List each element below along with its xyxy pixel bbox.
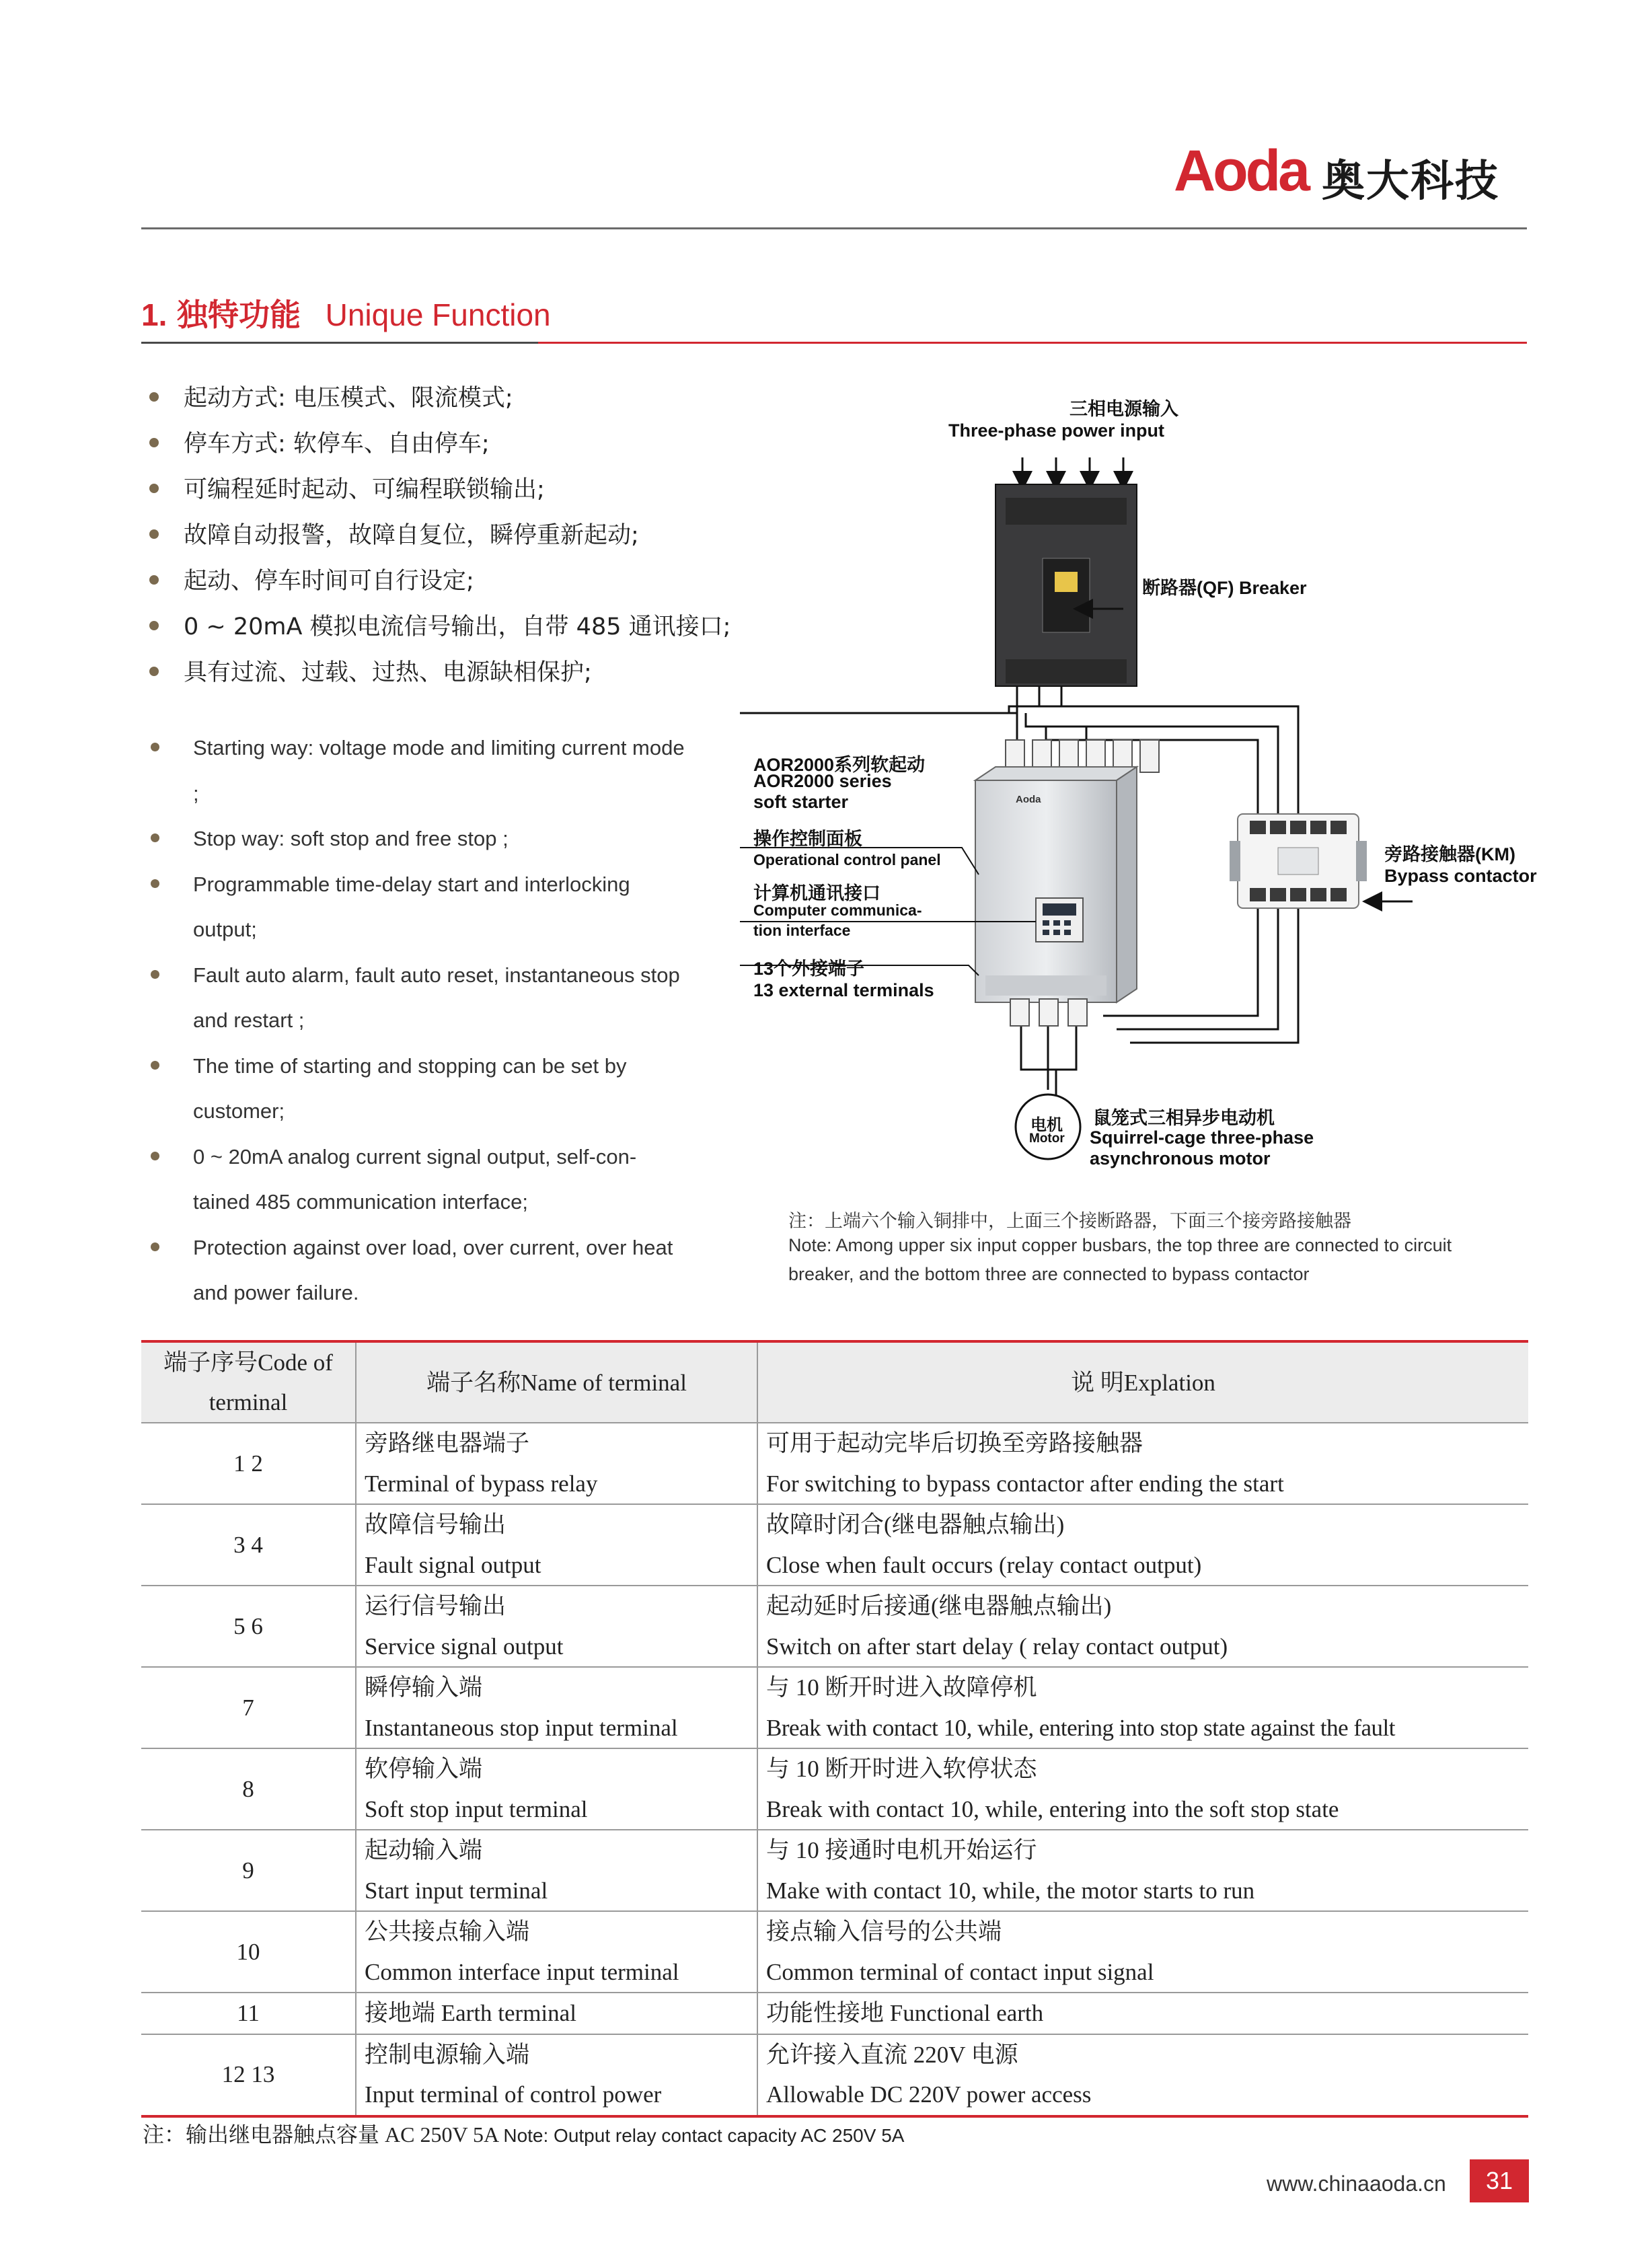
table-row (141, 1911, 1528, 1993)
bullet-icon (149, 438, 159, 447)
terminal-desc: 故障时闭合(继电器触点输出) Close when fault occurs (relay contact output) (757, 1504, 1528, 1586)
breaker-label: 断路器(QF) Breaker (1142, 578, 1307, 598)
bullet-icon (151, 970, 159, 979)
terminal-desc: 与 10 接通时电机开始运行 Make with contact 10, while, the motor starts to run (757, 1830, 1528, 1911)
table-header-desc: 说 明Explation (757, 1341, 1528, 1423)
list-item: 停车方式: 软停车、自由停车; (184, 431, 490, 457)
terminals-label-cn: 13个外接端子 (753, 959, 865, 979)
table-row (141, 1830, 1528, 1911)
terminal-desc: 可用于起动完毕后切换至旁路接触器 For switching to bypass contactor after ending the start (757, 1423, 1528, 1504)
starter-label-line3: soft starter (753, 792, 849, 812)
comm-label-cn: 计算机通讯接口 (753, 883, 880, 903)
motor-desc-cn: 鼠笼式三相异步电动机 (1093, 1108, 1275, 1128)
table-row (141, 1667, 1528, 1748)
terminal-name: 公共接点输入端 Common interface input terminal (356, 1911, 757, 1993)
list-item: Starting way: voltage mode and limiting current mode ; (155, 725, 686, 816)
terminal-name: 控制电源输入端 Input terminal of control power (356, 2034, 757, 2116)
bullet-icon (151, 1061, 159, 1070)
terminal-code: 12 13 (141, 2034, 356, 2116)
starter-label-line2: AOR2000 series (753, 771, 892, 791)
diagram-note-en2: breaker, and the bottom three are connected to bypass contactor (788, 1264, 1310, 1284)
table-row (141, 1748, 1528, 1830)
terminal-code: 9 (141, 1830, 356, 1911)
terminal-name: 故障信号输出 Fault signal output (356, 1504, 757, 1586)
diagram-note-en1: Note: Among upper six input copper busbars, the top three are connected to circuit (788, 1235, 1452, 1255)
comm-label-en2: tion interface (753, 922, 851, 939)
table-footnote (143, 2118, 904, 2149)
terminal-name: 旁路继电器端子 Terminal of bypass relay (356, 1423, 757, 1504)
bullet-icon (149, 667, 159, 676)
bullet-icon (149, 484, 159, 493)
terminal-name: 运行信号输出 Service signal output (356, 1586, 757, 1667)
terminal-desc: 允许接入直流 220V 电源 Allowable DC 220V power access (757, 2034, 1528, 2116)
website-link[interactable]: www.chinaaoda.cn (1267, 2171, 1446, 2196)
brand-logo: Aoda (1174, 139, 1308, 203)
page-number: 31 (1470, 2159, 1529, 2202)
terminal-desc: 与 10 断开时进入故障停机 Break with contact 10, while, entering into stop state against the fault (757, 1667, 1528, 1748)
panel-label-en: Operational control panel (753, 851, 941, 868)
section-title (141, 291, 551, 335)
footnote-en: Note: Output relay contact capacity AC 250V 5A (503, 2125, 905, 2146)
section-title-cn: 独特功能 (177, 297, 301, 333)
bullet-icon (149, 621, 159, 630)
terminal-desc: 与 10 断开时进入软停状态 Break with contact 10, while, entering into the soft stop state (757, 1748, 1528, 1830)
table-row (141, 1993, 1528, 2034)
terminal-desc: 功能性接地 Functional earth (757, 1993, 1528, 2034)
terminal-name: 瞬停输入端 Instantaneous stop input terminal (356, 1667, 757, 1748)
section-divider (141, 342, 538, 344)
terminal-code: 1 2 (141, 1423, 356, 1504)
list-item: The time of starting and stopping can be set by customer; (155, 1043, 686, 1134)
terminal-name: 起动输入端 Start input terminal (356, 1830, 757, 1911)
table-header-name: 端子名称Name of terminal (356, 1341, 757, 1423)
wiring-diagram (740, 390, 1547, 1305)
table-header-row (141, 1341, 1528, 1423)
list-item: 故障自动报警，故障自复位，瞬停重新起动; (184, 522, 639, 549)
table-row (141, 1423, 1528, 1504)
terminal-code: 5 6 (141, 1586, 356, 1667)
bullet-icon (151, 833, 159, 842)
comm-label-en1: Computer communica- (753, 901, 922, 919)
terminal-name: 软停输入端 Soft stop input terminal (356, 1748, 757, 1830)
list-item: 0 ~ 20mA analog current signal output, self-con-tained 485 communication interface; (155, 1134, 686, 1225)
section-title-en: Unique Function (325, 297, 551, 332)
list-item: Protection against over load, over current, over heat and power failure. (155, 1225, 686, 1316)
table-header-code: 端子序号Code of terminal (141, 1341, 356, 1423)
list-item: Stop way: soft stop and free stop ; (155, 816, 686, 862)
bullet-icon (149, 529, 159, 539)
list-item: 可编程延时起动、可编程联锁输出; (184, 476, 545, 503)
header-divider (141, 227, 1527, 229)
input-arrows (1022, 457, 1123, 481)
list-item: Fault auto alarm, fault auto reset, instantaneous stop and restart ; (155, 953, 686, 1043)
power-input-label-cn: 三相电源输入 (1069, 399, 1178, 419)
soft-starter (975, 780, 1117, 1002)
bullet-icon (151, 879, 159, 888)
bypass-label-cn: 旁路接触器(KM) (1384, 844, 1515, 864)
motor-desc-en1: Squirrel-cage three-phase (1090, 1127, 1314, 1148)
terminal-code: 11 (141, 1993, 356, 2034)
table-row (141, 2034, 1528, 2116)
terminal-code: 8 (141, 1748, 356, 1830)
table-row (141, 1586, 1528, 1667)
bypass-label-en: Bypass contactor (1384, 866, 1537, 886)
bullet-icon (151, 743, 159, 751)
table-row (141, 1504, 1528, 1586)
starter-label-line1: AOR2000系列软起动 (753, 755, 926, 775)
list-item: 具有过流、过载、过热、电源缺相保护; (184, 659, 592, 686)
motor-label-en: Motor (1029, 1131, 1065, 1146)
brand-name-cn: 奥大科技 (1322, 157, 1499, 207)
terminal-code: 3 4 (141, 1504, 356, 1586)
list-item: 0 ~ 20mA 模拟电流信号输出，自带 485 通讯接口; (184, 614, 731, 640)
list-item: Programmable time-delay start and interlocking output; (155, 862, 686, 953)
terminal-desc: 接点输入信号的公共端 Common terminal of contact input signal (757, 1911, 1528, 1993)
section-number: 1. (141, 297, 167, 332)
terminal-code: 7 (141, 1667, 356, 1748)
list-item: 起动方式: 电压模式、限流模式; (184, 385, 513, 412)
features-en-list (155, 725, 686, 1316)
terminal-name: 接地端 Earth terminal (356, 1993, 757, 2034)
diagram-note-cn: 注：上端六个输入铜排中，上面三个接断路器，下面三个接旁路接触器 (788, 1211, 1351, 1231)
bullet-icon (151, 1152, 159, 1160)
bullet-icon (151, 1242, 159, 1251)
terminal-table (141, 1340, 1528, 2118)
bullet-icon (149, 392, 159, 402)
device-brand: Aoda (1016, 794, 1041, 805)
list-item: 起动、停车时间可自行设定; (184, 568, 474, 595)
terminal-desc: 起动延时后接通(继电器触点输出) Switch on after start delay ( relay contact output) (757, 1586, 1528, 1667)
panel-label-cn: 操作控制面板 (753, 829, 862, 849)
power-input-label-en: Three-phase power input (948, 420, 1165, 441)
motor-label-cn: 电机 (1030, 1116, 1063, 1134)
terminal-code: 10 (141, 1911, 356, 1993)
bullet-icon (149, 575, 159, 585)
footnote-cn: 注：输出继电器触点容量 AC 250V 5A (143, 2122, 498, 2147)
section-divider-accent (538, 342, 1527, 344)
motor-desc-en2: asynchronous motor (1090, 1148, 1271, 1168)
terminals-label-en: 13 external terminals (753, 980, 934, 1000)
